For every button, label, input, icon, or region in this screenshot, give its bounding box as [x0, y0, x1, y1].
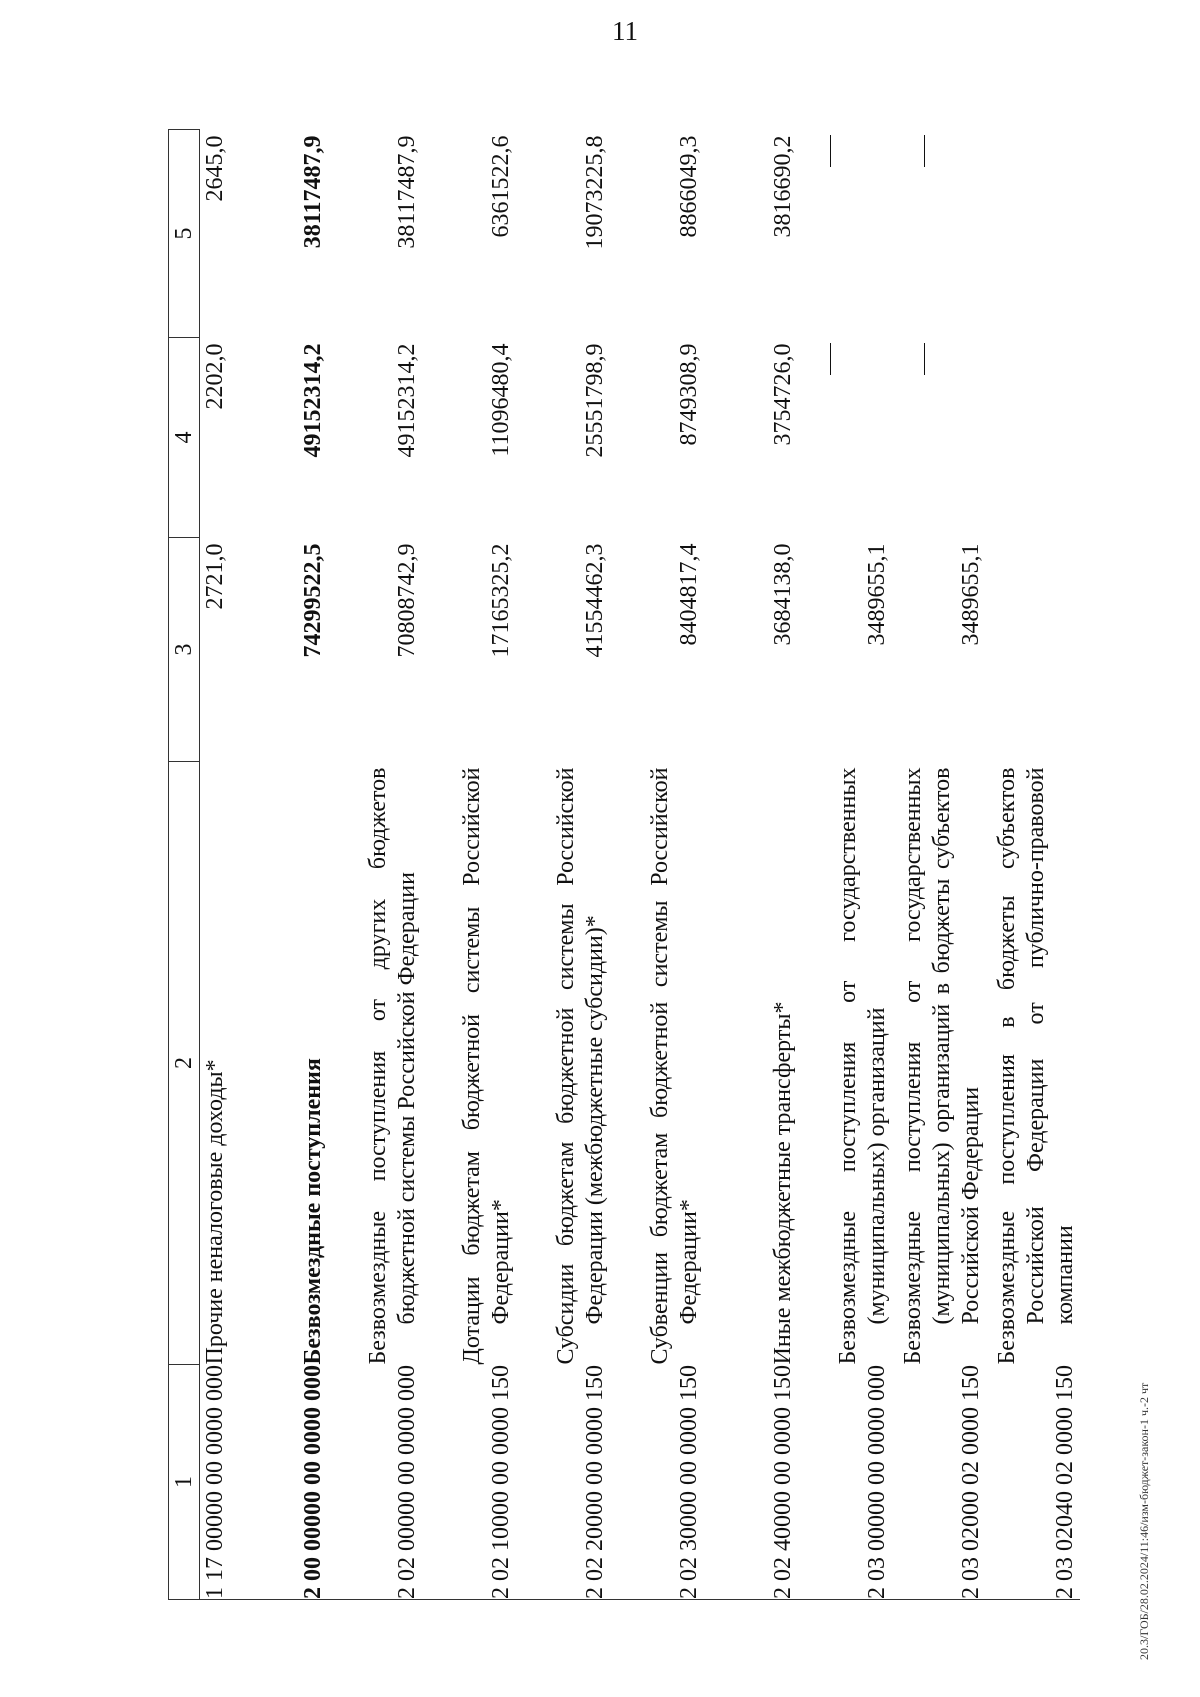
- income-description: [516, 762, 610, 1365]
- income-code: 2 02 10000 00 0000 150: [422, 1365, 516, 1600]
- table-row: [328, 130, 422, 1600]
- income-code: 2 03 00000 00 0000 000: [798, 1365, 892, 1600]
- income-code: 1 17 00000 00 0000 000: [200, 1365, 234, 1600]
- value-col-4: 3754726,0: [769, 343, 796, 446]
- income-code: 2 02 20000 00 0000 150: [516, 1365, 610, 1600]
- income-code: 2 03 02000 02 0000 150: [892, 1365, 986, 1600]
- budget-income-table: [168, 129, 1080, 1600]
- value-col-5: 38117487,9: [393, 135, 420, 249]
- income-description-text: Безвозмездные поступления от государственных (муниципальных) организаций: [834, 767, 890, 1365]
- income-description-text: Безвозмездные поступления от государственных (муниципальных) организаций в бюджеты субъектов Российской Федерации: [900, 767, 984, 1365]
- table-row: [422, 130, 516, 1600]
- income-description-text: Иные межбюджетные трансферты*: [769, 1001, 796, 1365]
- value-col-3: 41554462,3: [581, 543, 608, 658]
- table-header-row: [169, 130, 200, 1600]
- income-description: [986, 762, 1080, 1365]
- value-col-4: 2202,0: [202, 343, 228, 410]
- value-col-4: 11096480,4: [487, 343, 514, 457]
- value-col-4: [986, 338, 1080, 538]
- value-col-3: [986, 538, 1080, 762]
- empty-value-dash: [830, 136, 831, 168]
- income-description-text: Субсидии бюджетам бюджетной системы Российской Федерации (межбюджетные субсидии)*: [552, 767, 608, 1365]
- value-col-3: 2721,0: [202, 543, 228, 610]
- header-col-1: 1: [169, 1365, 200, 1600]
- value-col-5: 8866049,3: [675, 135, 702, 238]
- page-number: 11: [612, 16, 638, 46]
- income-description-text: Безвозмездные поступления от других бюджетов бюджетной системы Российской Федерации: [364, 767, 420, 1365]
- value-col-5: 2645,0: [202, 135, 228, 202]
- value-col-5: 19073225,8: [581, 135, 608, 250]
- income-code: 2 00 00000 00 0000 000: [234, 1365, 328, 1600]
- table-row: [610, 130, 704, 1600]
- income-code: 2 03 02040 02 0000 150: [986, 1365, 1080, 1600]
- income-description: [892, 762, 986, 1365]
- income-description-text: Безвозмездные поступления: [299, 1058, 326, 1365]
- income-description-text: Прочие неналоговые доходы*: [202, 1059, 228, 1365]
- income-description: [200, 762, 234, 1365]
- income-description: [234, 762, 328, 1365]
- income-description: [328, 762, 422, 1365]
- income-code: 2 02 40000 00 0000 150: [704, 1365, 798, 1600]
- income-description: [704, 762, 798, 1365]
- value-col-3: 3684138,0: [769, 543, 796, 646]
- value-col-4: 8749308,9: [675, 343, 702, 446]
- header-col-2: 2: [169, 762, 200, 1365]
- income-code: 2 02 30000 00 0000 150: [610, 1365, 704, 1600]
- value-col-5: 6361522,6: [487, 135, 514, 238]
- header-col-5: 5: [169, 130, 200, 338]
- value-col-4: 25551798,9: [581, 343, 608, 458]
- document-footer-stamp: 20.3/ГОБ/28.02.2024/11:46/изм-бюджет-закон-1 ч.-2 чт: [1137, 1382, 1151, 1660]
- value-col-5: [798, 130, 892, 338]
- value-col-3: 70808742,9: [393, 543, 420, 658]
- value-col-3: 17165325,2: [487, 543, 514, 658]
- value-col-5: 3816690,2: [769, 135, 796, 238]
- table-row: [200, 130, 234, 1600]
- table-row: [892, 130, 986, 1600]
- value-col-4: 49152314,2: [393, 343, 420, 458]
- income-code: 2 02 00000 00 0000 000: [328, 1365, 422, 1600]
- value-col-4: 49152314,2: [299, 343, 326, 458]
- income-description-text: Дотации бюджетам бюджетной системы Российской Федерации*: [458, 767, 514, 1365]
- empty-value-dash: [924, 344, 925, 376]
- table-row: [704, 130, 798, 1600]
- income-description: [610, 762, 704, 1365]
- rotated-table-area: [168, 130, 1078, 1600]
- table-row: [986, 130, 1080, 1600]
- empty-value-dash: [830, 344, 831, 376]
- value-col-3: 74299522,5: [299, 543, 326, 658]
- table-row: [798, 130, 892, 1600]
- value-col-5: 38117487,9: [299, 135, 326, 249]
- value-col-4: [892, 338, 986, 538]
- value-col-4: [798, 338, 892, 538]
- header-col-3: 3: [169, 538, 200, 762]
- value-col-3: 3489655,1: [957, 543, 984, 646]
- header-col-4: 4: [169, 338, 200, 538]
- table-row: [234, 130, 328, 1600]
- income-description-text: Субвенции бюджетам бюджетной системы Российской Федерации*: [646, 767, 702, 1365]
- value-col-3: 8404817,4: [675, 543, 702, 646]
- income-description: [422, 762, 516, 1365]
- value-col-3: 3489655,1: [863, 543, 890, 646]
- table-row: [516, 130, 610, 1600]
- value-col-5: [892, 130, 986, 338]
- empty-value-dash: [924, 136, 925, 168]
- value-col-5: [986, 130, 1080, 338]
- income-description: [798, 762, 892, 1365]
- income-description-text: Безвозмездные поступления в бюджеты субъектов Российской Федерации от публично-правовой компании: [994, 767, 1078, 1365]
